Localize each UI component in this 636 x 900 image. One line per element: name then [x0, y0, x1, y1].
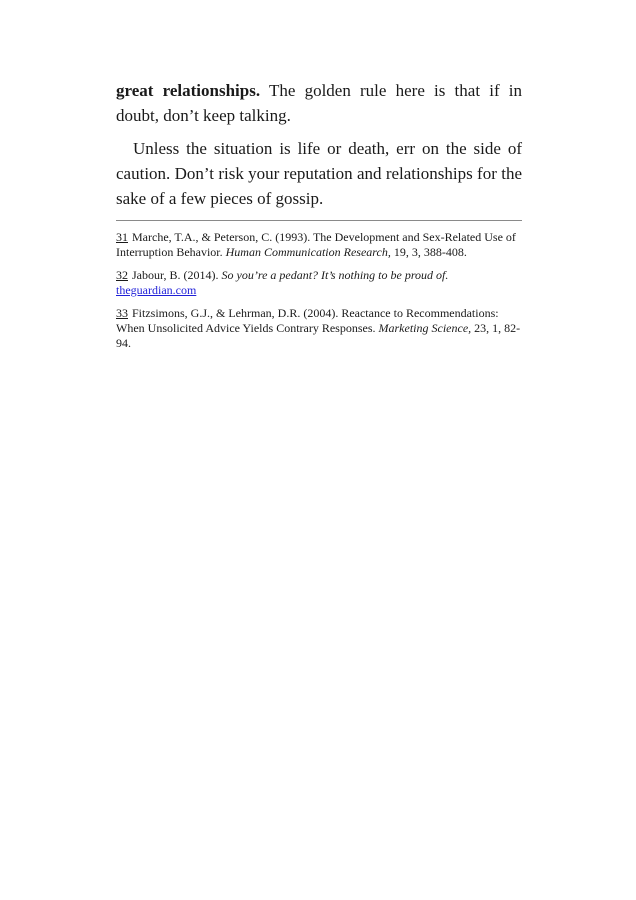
footnote-authors: Jabour, B. (2014). — [132, 268, 222, 282]
footnote-tail: 19, 3, 388-408. — [390, 245, 467, 259]
footnotes-section — [116, 230, 522, 351]
footnote-number[interactable]: 33 — [116, 306, 128, 320]
body-paragraph-1 — [116, 78, 522, 128]
paragraph-1-text: The golden rule here is that if in doubt, don’t keep talking. — [116, 81, 523, 125]
body-paragraph-2: Unless the situation is life or death, err on the side of caution. Don’t risk your reputation and relationships for the sake of a few pieces of gossip. — [116, 139, 522, 208]
footnote-source: So you’re a pedant? It’s nothing to be proud of. — [221, 268, 449, 282]
footnote-separator — [116, 220, 522, 221]
footnote-number[interactable]: 31 — [116, 230, 128, 244]
footnote-source: Marketing Science, — [378, 321, 472, 335]
footnote-tail: 23, 1, 82-94. — [116, 321, 521, 350]
footnote-link[interactable]: theguardian.com — [116, 283, 197, 297]
footnote-33 — [116, 306, 522, 351]
footnote-number[interactable]: 32 — [116, 268, 128, 282]
bold-lead-text: great relationships. — [116, 81, 261, 100]
footnote-32 — [116, 268, 522, 298]
footnote-authors: Marche, T.A., & Peterson, C. (1993). The Development and Sex-Related Use of Interruption Behavior. — [116, 230, 516, 259]
footnote-31 — [116, 230, 522, 260]
footnote-source: Human Communication Research, — [225, 245, 391, 259]
page-content — [116, 78, 522, 359]
footnote-authors: Fitzsimons, G.J., & Lehrman, D.R. (2004). Reactance to Recommendations: When Unsolicited Advice Yields Contrary Responses. — [116, 306, 499, 335]
